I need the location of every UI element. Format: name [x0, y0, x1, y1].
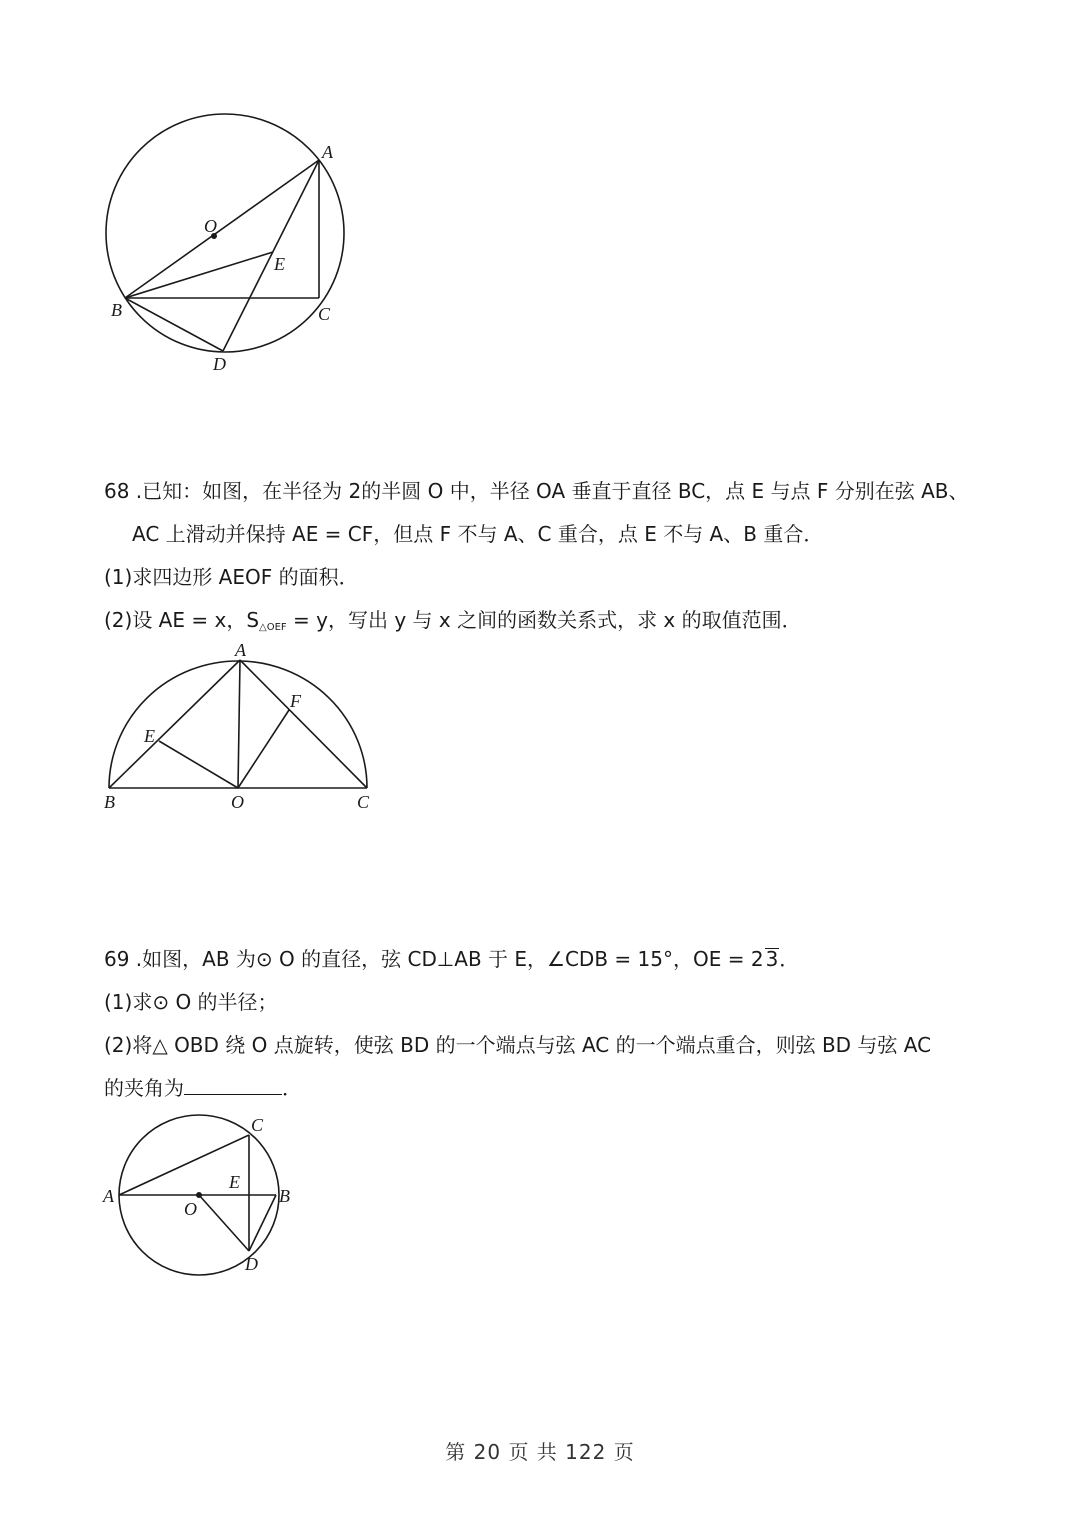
figure-top-svg	[100, 110, 360, 380]
segment-BA	[125, 160, 319, 298]
q69-part2-line2-a: 的夹角为	[104, 1076, 184, 1100]
q69-part2-line2	[104, 1067, 1014, 1110]
label-A: A	[322, 142, 333, 162]
segment-OD	[199, 1195, 249, 1251]
label-E: E	[144, 726, 155, 746]
label-O: O	[184, 1199, 197, 1219]
segment-BE	[125, 252, 273, 298]
label-O: O	[204, 216, 217, 236]
label-B: B	[104, 792, 115, 812]
answer-blank[interactable]	[184, 1074, 282, 1095]
q68-part2-a: (2)设 AE = x，S	[104, 608, 260, 632]
page-footer: 第 20 页 共 122 页	[445, 1440, 635, 1464]
label-B: B	[279, 1186, 290, 1206]
q68-part1: (1)求四边形 AEOF 的面积．	[104, 565, 359, 589]
q68-part2-sub: △OEF	[259, 622, 287, 633]
label-C: C	[251, 1115, 264, 1135]
q68-line2: AC 上滑动并保持 AE = CF，但点 F 不与 A、C 重合，点 E 不与 A、B 重合．	[132, 522, 824, 546]
label-E: E	[229, 1172, 240, 1192]
label-C: C	[357, 792, 370, 812]
question-68	[104, 470, 1014, 649]
figure-top-circle	[100, 110, 360, 380]
q69-line1-a: 69 .如图，AB 为⊙ O 的直径，弦 CD⊥AB 于 E，∠CDB = 15°，OE = 2	[104, 947, 764, 971]
label-C: C	[318, 304, 331, 324]
segment-EO	[159, 741, 238, 788]
center-dot-O	[196, 1192, 202, 1198]
figure-q68-svg	[100, 640, 380, 815]
q69-root: 3	[765, 947, 779, 971]
q69-line1-b: ．	[779, 947, 800, 971]
figure-q68-semicircle	[100, 640, 380, 815]
label-A: A	[103, 1186, 114, 1206]
circle-O	[106, 114, 344, 352]
q69-part1: (1)求⊙ O 的半径；	[104, 990, 278, 1014]
label-O: O	[231, 792, 244, 812]
segment-OF	[238, 710, 289, 788]
q69-part2-line1: (2)将△ OBD 绕 O 点旋转，使弦 BD 的一个端点与弦 AC 的一个端点重合，则弦 BD 与弦 AC	[104, 1033, 932, 1057]
q69-part2-line2-b: ．	[282, 1076, 302, 1100]
q68-part2-b: = y，写出 y 与 x 之间的函数关系式，求 x 的取值范围．	[286, 608, 802, 632]
label-F: F	[290, 691, 301, 711]
q68-line1: 68 .已知：如图，在半径为 2的半圆 O 中，半径 OA 垂直于直径 BC，点 E 与点 F 分别在弦 AB、	[104, 479, 969, 503]
figure-q69-svg	[100, 1110, 310, 1285]
question-69	[104, 938, 1014, 1110]
segment-BA	[109, 660, 240, 788]
segment-OA	[238, 660, 240, 788]
label-D: D	[213, 354, 226, 374]
q69-line1	[104, 938, 1014, 981]
label-E: E	[274, 254, 285, 274]
figure-q69-circle	[100, 1110, 310, 1285]
segment-BD	[125, 298, 223, 351]
label-B: B	[111, 300, 122, 320]
label-D: D	[245, 1254, 258, 1274]
label-A: A	[235, 640, 246, 660]
q69-sqrt	[765, 948, 780, 969]
